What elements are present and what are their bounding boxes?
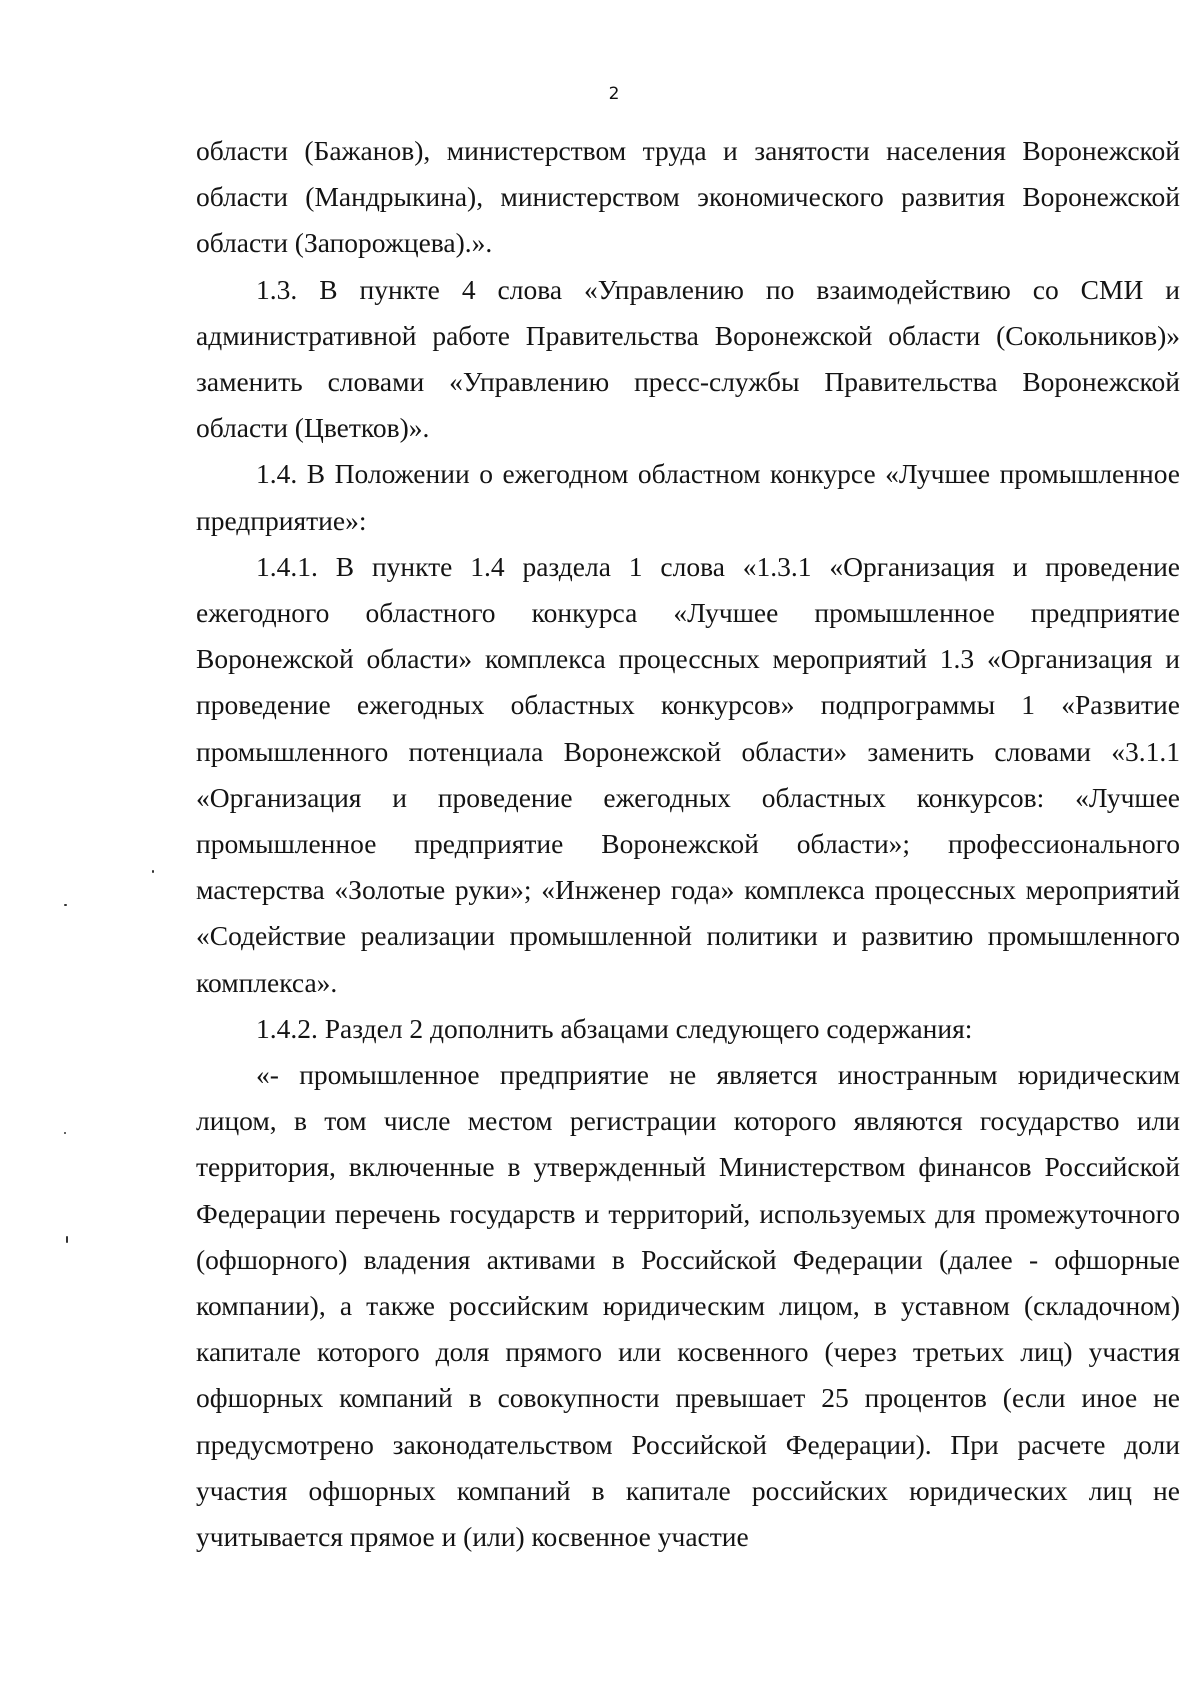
scan-speck	[66, 1236, 68, 1243]
scan-speck	[64, 1132, 66, 1134]
scan-speck	[64, 904, 67, 906]
paragraph-1-3: 1.3. В пункте 4 слова «Управлению по взаимодействию со СМИ и административной работе Правительства Воронежской области (Сокольников)» заменить словами «Управлению пресс-службы Правительства Воронежской области (Цветков)».	[196, 273, 1180, 444]
paragraph-1-4-1: 1.4.1. В пункте 1.4 раздела 1 слова «1.3.1 «Организация и проведение ежегодного областного конкурса «Лучшее промышленное предприятие Воронежской области» комплекса процессных мероприятий 1.3 «Организация и проведение ежегодных областных конкурсов» подпрограммы 1 «Развитие промышленного потенциала Воронежской области» заменить словами «3.1.1 «Организация и проведение ежегодных областных конкурсов: «Лучшее промышленное предприятие Воронежской области»; профессионального мастерства «Золотые руки»; «Инженер года» комплекса процессных мероприятий «Содействие реализации промышленной политики и развитию промышленного комплекса».	[196, 550, 1180, 998]
paragraph-continuation: области (Бажанов), министерством труда и занятости населения Воронежской области (Мандрыкина), министерством экономического развития Воронежской области (Запорожцева).».	[196, 135, 1180, 259]
paragraph-1-4: 1.4. В Положении о ежегодном областном конкурсе «Лучшее промышленное предприятие»:	[196, 458, 1180, 536]
document-body	[196, 128, 1180, 1560]
page-number: 2	[608, 84, 620, 104]
paragraph-1-4-2: 1.4.2. Раздел 2 дополнить абзацами следующего содержания:	[256, 1012, 973, 1044]
scan-speck	[152, 870, 154, 873]
paragraph-offshore-clause: «- промышленное предприятие не является иностранным юридическим лицом, в том числе местом регистрации которого являются государство или территория, включенные в утвержденный Министерством финансов Российской Федерации перечень государств и территорий, используемых для промежуточного (офшорного) владения активами в Российской Федерации (далее - офшорные компании), а также российским юридическим лицом, в уставном (складочном) капитале которого доля прямого или косвенного (через третьих лиц) участия офшорных компаний в совокупности превышает 25 процентов (если иное не предусмотрено законодательством Российской Федерации). При расчете доли участия офшорных компаний в капитале российских юридических лиц не учитывается прямое и (или) косвенное участие	[196, 1059, 1180, 1553]
